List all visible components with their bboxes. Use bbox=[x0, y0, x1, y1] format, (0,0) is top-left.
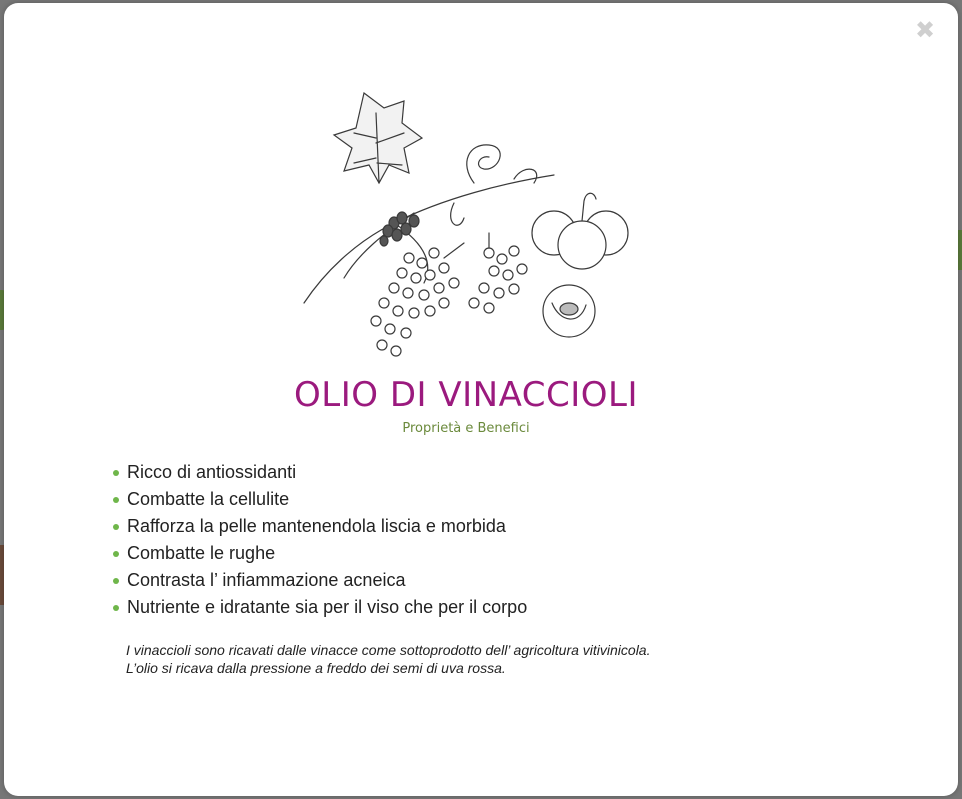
benefit-item: Rafforza la pelle mantenendola liscia e morbida bbox=[112, 513, 527, 540]
note-line: I vinaccioli sono ricavati dalle vinacce come sottoprodotto dell’ agricoltura vitivinicola. bbox=[126, 642, 651, 658]
product-note bbox=[126, 641, 650, 677]
bullet-icon bbox=[113, 470, 119, 476]
bullet-icon bbox=[113, 578, 119, 584]
benefit-item: Contrasta l’ infiammazione acneica bbox=[112, 567, 527, 594]
benefit-item: Combatte la cellulite bbox=[112, 486, 527, 513]
bullet-icon bbox=[113, 524, 119, 530]
bullet-icon bbox=[113, 605, 119, 611]
product-info-modal bbox=[4, 3, 958, 796]
benefits-list bbox=[112, 459, 527, 621]
product-subtitle: Proprietà e Benefici bbox=[402, 421, 530, 436]
benefit-item: Nutriente e idratante sia per il viso che per il corpo bbox=[112, 594, 527, 621]
background-image-fragment bbox=[958, 230, 962, 270]
benefit-item: Ricco di antiossidanti bbox=[112, 459, 527, 486]
product-title: OLIO DI VINACCIOLI bbox=[294, 375, 638, 415]
close-icon[interactable]: ✖ bbox=[914, 16, 936, 44]
note-line: L’olio si ricava dalla pressione a freddo dei semi di uva rossa. bbox=[126, 660, 506, 676]
bullet-icon bbox=[113, 497, 119, 503]
bullet-icon bbox=[113, 551, 119, 557]
grape-vine-illustration bbox=[284, 83, 664, 373]
benefit-item: Combatte le rughe bbox=[112, 540, 527, 567]
